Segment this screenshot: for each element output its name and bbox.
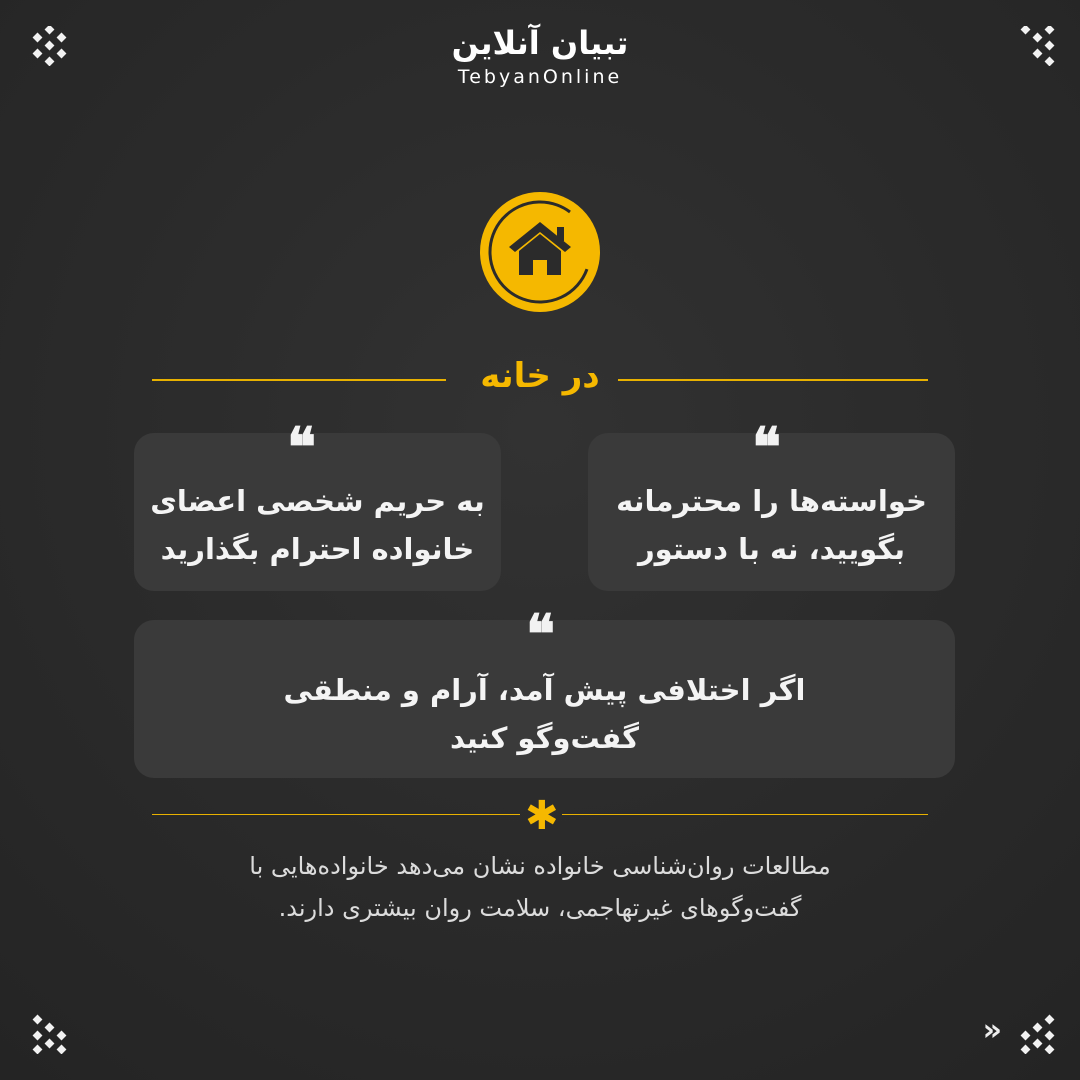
footnote-divider <box>152 793 928 839</box>
brand-name-fa: تبیان آنلاین <box>451 24 629 62</box>
tip-text <box>588 477 955 573</box>
footnote-text <box>150 845 930 929</box>
tip-line: خانواده احترام بگذارید <box>160 532 475 566</box>
brand-logo <box>0 24 1080 88</box>
divider-line <box>152 814 520 815</box>
footnote-line: گفت‌وگوهای غیرتهاجمی، سلامت روان بیشتری دارند. <box>278 894 802 922</box>
tip-line: بگویید، نه با دستور <box>637 532 906 566</box>
tip-line: به حریم شخصی اعضای <box>150 484 485 518</box>
tip-line: خواسته‌ها را محترمانه <box>616 484 927 518</box>
footnote-line: مطالعات روان‌شناسی خانواده نشان می‌دهد خانواده‌هایی با <box>249 852 831 880</box>
home-icon <box>477 189 603 315</box>
tip-text <box>134 477 501 573</box>
tip-card <box>134 433 501 591</box>
corner-pattern-icon <box>30 1014 70 1054</box>
quote-icon: ❝ <box>287 415 317 479</box>
section-header <box>152 352 928 406</box>
quote-icon: ❝ <box>526 602 556 666</box>
tip-text <box>134 666 955 762</box>
brand-name-en: TebyanOnline <box>457 66 623 89</box>
quote-icon: ❝ <box>752 415 782 479</box>
corner-pattern-icon <box>1018 1014 1058 1054</box>
tip-line: گفت‌وگو کنید <box>450 721 639 755</box>
asterisk-icon: ✱ <box>525 793 559 839</box>
double-chevron-icon[interactable]: » <box>982 1013 1002 1048</box>
divider-line <box>562 814 928 815</box>
section-title: در خانه <box>480 356 600 396</box>
tip-line: اگر اختلافی پیش آمد، آرام و منطقی <box>283 673 806 707</box>
